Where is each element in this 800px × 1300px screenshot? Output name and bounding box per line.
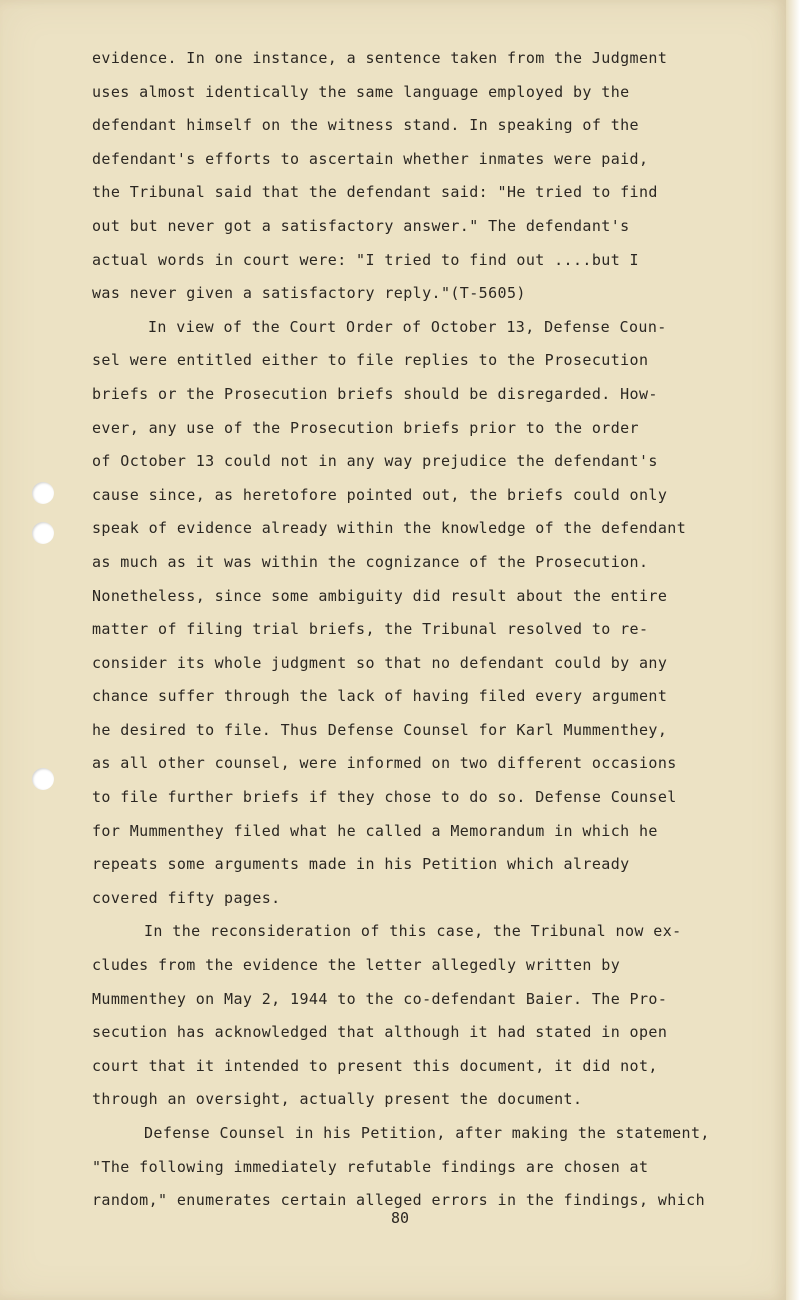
punch-hole (32, 768, 54, 790)
text-line: consider its whole judgment so that no defendant could by any (92, 653, 668, 672)
text-line: chance suffer through the lack of having filed every argument (92, 687, 668, 706)
text-line: briefs or the Prosecution briefs should be disregarded. How- (92, 384, 658, 403)
text-line: In view of the Court Order of October 13, Defense Coun- (148, 317, 667, 336)
text-line: uses almost identically the same language employed by the (92, 82, 630, 101)
text-line: speak of evidence already within the knowledge of the defendant (92, 519, 687, 538)
text-line: was never given a satisfactory reply."(T-5605) (92, 284, 526, 303)
text-line: Mummenthey on May 2, 1944 to the co-defendant Baier. The Pro- (92, 989, 668, 1008)
text-line: court that it intended to present this document, it did not, (92, 1056, 658, 1075)
typed-text-body (92, 42, 752, 1218)
text-line: to file further briefs if they chose to do so. Defense Counsel (92, 788, 677, 807)
text-line: actual words in court were: "I tried to find out ....but I (92, 250, 639, 269)
page-edge (786, 0, 800, 1300)
text-line: random," enumerates certain alleged errors in the findings, which (92, 1191, 705, 1210)
text-line: ever, any use of the Prosecution briefs prior to the order (92, 418, 639, 437)
text-line: repeats some arguments made in his Petition which already (92, 855, 630, 874)
text-line: Defense Counsel in his Petition, after making the statement, (144, 1124, 710, 1142)
text-line: In the reconsideration of this case, the Tribunal now ex- (144, 922, 682, 941)
text-line: cause since, as heretofore pointed out, the briefs could only (92, 485, 668, 504)
text-line: evidence. In one instance, a sentence taken from the Judgment (92, 49, 668, 67)
text-line: Nonetheless, since some ambiguity did result about the entire (92, 586, 668, 605)
text-line: he desired to file. Thus Defense Counsel for Karl Mummenthey, (92, 720, 668, 739)
text-line: as all other counsel, were informed on two different occasions (92, 754, 677, 773)
text-line: the Tribunal said that the defendant said: "He tried to find (92, 183, 658, 202)
punch-hole (32, 522, 54, 544)
text-line: defendant himself on the witness stand. In speaking of the (92, 116, 639, 135)
text-line: of October 13 could not in any way prejudice the defendant's (92, 452, 658, 471)
text-line: through an oversight, actually present the document. (92, 1090, 583, 1109)
text-line: out but never got a satisfactory answer." The defendant's (92, 216, 630, 235)
text-line: cludes from the evidence the letter allegedly written by (92, 956, 621, 975)
text-line: sel were entitled either to file replies to the Prosecution (92, 351, 649, 370)
punch-hole (32, 482, 54, 504)
page-number: 80 (390, 1209, 410, 1227)
text-line: covered fifty pages. (92, 888, 281, 907)
text-line: matter of filing trial briefs, the Tribunal resolved to re- (92, 620, 649, 639)
text-line: "The following immediately refutable findings are chosen at (92, 1157, 649, 1176)
text-line: for Mummenthey filed what he called a Memorandum in which he (92, 821, 658, 840)
text-line: secution has acknowledged that although it had stated in open (92, 1023, 668, 1042)
text-line: defendant's efforts to ascertain whether inmates were paid, (92, 149, 649, 168)
text-line: as much as it was within the cognizance of the Prosecution. (92, 552, 649, 571)
